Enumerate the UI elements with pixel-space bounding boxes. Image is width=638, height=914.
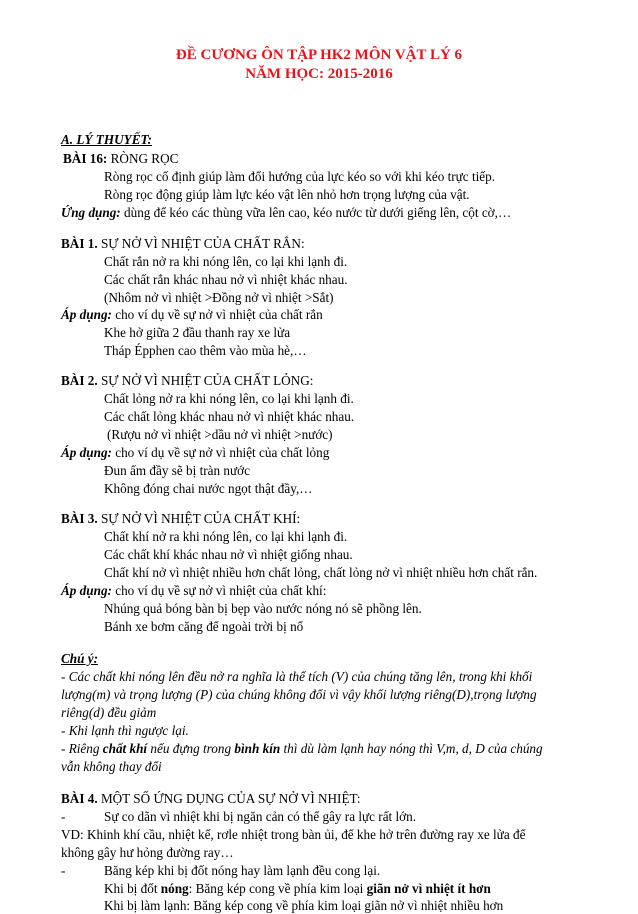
lesson-3-application — [61, 582, 326, 599]
heated-emphasis: nóng — [160, 881, 189, 896]
lesson-1-heading — [61, 235, 305, 252]
lesson-3-heading — [61, 510, 300, 527]
lesson-1-line-2: Các chất rắn khác nhau nở vì nhiệt khác nhau. — [104, 272, 348, 287]
lesson-2-line-1: Chất lỏng nở ra khi nóng lên, co lại khi lạnh đi. — [104, 391, 354, 406]
lesson-1-line-3: (Nhôm nở vì nhiệt >Đồng nở vì nhiệt >Sắt) — [104, 290, 334, 305]
note-line-6: vẫn không thay đổi — [61, 759, 162, 774]
lesson-2-application — [61, 444, 329, 461]
lesson-2-heading — [61, 372, 313, 389]
lesson-16-application — [61, 204, 511, 221]
lesson-2-label: BÀI 2. — [61, 373, 98, 388]
lesson-4-bullet-1-dash: - — [61, 809, 66, 824]
application-label: Ứng dụng: — [61, 205, 121, 220]
lesson-3-label: BÀI 3. — [61, 511, 98, 526]
note-line-3: riêng(d) đều giảm — [61, 705, 157, 720]
lesson-16-heading — [63, 150, 178, 167]
note-text: nếu đựng trong — [147, 741, 235, 756]
lesson-2-line-3: (Rượu nở vì nhiệt >dầu nở vì nhiệt >nước) — [107, 427, 333, 442]
lesson-16-label: BÀI 16: — [63, 151, 108, 166]
lesson-1-example-1: Khe hở giữa 2 đầu thanh ray xe lửa — [104, 325, 291, 340]
note-text: - Riêng — [61, 741, 103, 756]
note-heading: Chú ý: — [61, 651, 99, 666]
application-label: Áp dụng: — [61, 307, 112, 322]
lesson-1-application — [61, 306, 323, 323]
note-emphasis-closed-vessel: bình kín — [234, 741, 281, 756]
note-line-1: - Các chất khi nóng lên đều nở ra nghĩa là thể tích (V) của chúng tăng lên, trong khi khối — [61, 669, 533, 684]
lesson-4-cooled-line: Khi bị làm lạnh: Băng kép cong về phía kim loại giãn nở vì nhiệt nhiều hơn — [104, 898, 504, 913]
note-emphasis-gas: chất khí — [102, 741, 148, 756]
application-text: cho ví dụ về sự nở vì nhiệt của chất lỏng — [111, 445, 330, 460]
lesson-4-label: BÀI 4. — [61, 791, 98, 806]
application-text: dùng để kéo các thùng vữa lên cao, kéo nước từ dưới giếng lên, cột cờ,… — [120, 205, 512, 220]
heated-text: Khi bị đốt — [104, 881, 161, 896]
lesson-1-example-2: Tháp Épphen cao thêm vào mùa hè,… — [104, 343, 307, 358]
note-line-2: lượng(m) và trọng lượng (P) của chúng không đổi vì vậy khối lượng riêng(D),trọng lượng — [61, 687, 537, 702]
lesson-4-bullet-2-dash: - — [61, 863, 66, 878]
lesson-2-example-2: Không đóng chai nước ngọt thật đầy,… — [104, 481, 313, 496]
lesson-4-title: MỘT SỐ ỨNG DỤNG CỦA SỰ NỞ VÌ NHIỆT: — [97, 791, 361, 806]
heated-result: giãn nở vì nhiệt ít hơn — [366, 881, 491, 896]
note-text: thì dù làm lạnh hay nóng thì V,m, d, D của chúng — [280, 741, 543, 756]
note-line-4: - Khi lạnh thì ngược lại. — [61, 723, 189, 738]
lesson-3-line-3: Chất khí nở vì nhiệt nhiều hơn chất lỏng, chất lỏng nở vì nhiệt nhiều hơn chất rắn. — [104, 565, 538, 580]
lesson-3-line-1: Chất khí nở ra khi nóng lên, co lại khi lạnh đi. — [104, 529, 348, 544]
lesson-1-title: SỰ NỞ VÌ NHIỆT CỦA CHẤT RẮN: — [97, 236, 305, 251]
school-year: NĂM HỌC: 2015-2016 — [245, 66, 393, 82]
lesson-1-line-1: Chất rắn nở ra khi nóng lên, co lại khi lạnh đi. — [104, 254, 348, 269]
lesson-2-example-1: Đun ấm đầy sẽ bị tràn nước — [104, 463, 250, 478]
note-line-5 — [61, 740, 543, 757]
lesson-4-heading — [61, 790, 361, 807]
application-text: cho ví dụ về sự nở vì nhiệt của chất khí: — [111, 583, 327, 598]
heated-text: : Băng kép cong về phía kim loại — [188, 881, 367, 896]
lesson-16-title: RÒNG RỌC — [107, 151, 179, 166]
lesson-3-line-2: Các chất khí khác nhau nở vì nhiệt giống nhau. — [104, 547, 353, 562]
lesson-4-bullet-2: Băng kép khi bị đốt nóng hay làm lạnh đều cong lại. — [104, 863, 381, 878]
lesson-4-bullet-1: Sự co dãn vì nhiệt khi bị ngăn cản có thể gây ra lực rất lớn. — [104, 809, 417, 824]
application-label: Áp dụng: — [61, 583, 112, 598]
lesson-16-line-1: Ròng rọc cố định giúp làm đổi hướng của lực kéo so với khi kéo trực tiếp. — [104, 169, 496, 184]
application-label: Áp dụng: — [61, 445, 112, 460]
lesson-4-example-line-1: VD: Khinh khí cầu, nhiệt kế, rơle nhiệt trong bàn ủi, để khe hở trên đường ray xe lửa để — [61, 827, 526, 842]
application-text: cho ví dụ về sự nở vì nhiệt của chất rắn — [111, 307, 323, 322]
lesson-1-label: BÀI 1. — [61, 236, 98, 251]
lesson-3-title: SỰ NỞ VÌ NHIỆT CỦA CHẤT KHÍ: — [97, 511, 301, 526]
lesson-3-example-1: Nhúng quả bóng bàn bị bẹp vào nước nóng nó sẽ phồng lên. — [104, 601, 422, 616]
lesson-16-line-2: Ròng rọc động giúp làm lực kéo vật lên nhỏ hơn trọng lượng của vật. — [104, 187, 470, 202]
lesson-2-title: SỰ NỞ VÌ NHIỆT CỦA CHẤT LỎNG: — [97, 373, 314, 388]
section-a-heading: A. LÝ THUYẾT: — [61, 132, 152, 147]
lesson-4-example-line-2: không gây hư hỏng đường ray… — [61, 845, 234, 860]
lesson-2-line-2: Các chất lỏng khác nhau nở vì nhiệt khác nhau. — [104, 409, 355, 424]
lesson-3-example-2: Bánh xe bơm căng để ngoài trời bị nổ — [104, 619, 304, 634]
lesson-4-heated-line — [104, 880, 491, 897]
document-title: ĐỀ CƯƠNG ÔN TẬP HK2 MÔN VẬT LÝ 6 — [175, 47, 463, 63]
